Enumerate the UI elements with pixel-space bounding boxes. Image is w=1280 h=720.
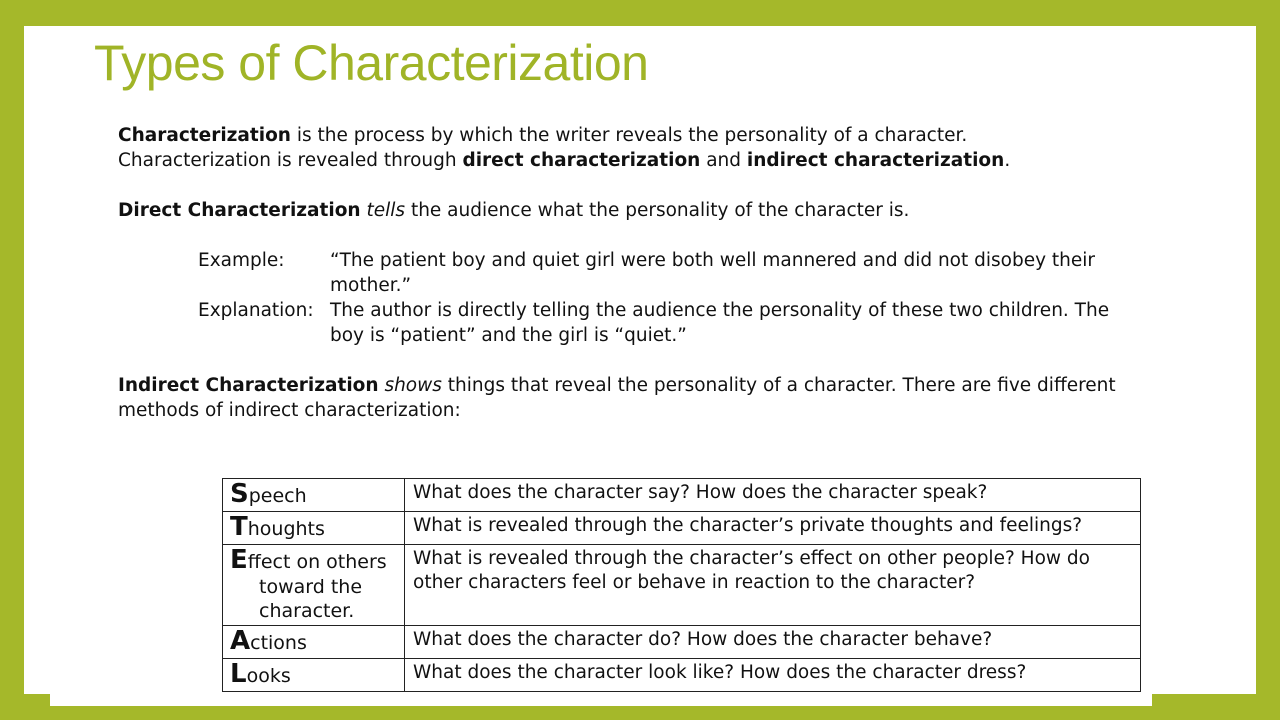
intro-and: and [700,150,747,171]
intro-text-2: Characterization is revealed through [118,150,463,171]
explanation-label: Explanation: [198,300,314,321]
indirect-text: things that reveal the personality of a character. There are five different methods of indirect characterization: [118,375,1116,421]
term-initial: L [230,659,247,689]
direct-paragraph [118,198,1138,223]
question-cell: What is revealed through the character’s effect on other people? How do other characters feel or behave in reaction to the character? [405,545,1141,626]
term-rest-continued: toward the character. [259,576,363,622]
explanation-text: The author is directly telling the audience the personality of these two children. The boy is “patient” and the girl is “quiet.” [330,300,1110,346]
direct-text: the audience what the personality of the character is. [405,200,910,221]
intro-direct-term: direct characterization [462,150,701,171]
example-block [198,248,1138,348]
intro-end: . [1004,150,1011,171]
example-text: “The patient boy and quiet girl were both well mannered and did not disobey their mother.” [330,250,1096,296]
indirect-term: Indirect Characterization [118,375,379,396]
term-rest: ctions [250,632,307,654]
table-row [223,626,1141,659]
steal-table [222,478,1141,692]
term-initial: E [230,545,248,575]
term-initial: A [230,626,251,656]
term-rest: houghts [247,518,325,540]
direct-verb: tells [366,200,406,221]
term-initial: T [230,512,248,542]
intro-paragraph [118,123,1138,173]
term-cell [223,659,405,692]
indirect-paragraph [118,373,1138,423]
table-row [223,512,1141,545]
question-cell: What does the character do? How does the character behave? [405,626,1141,659]
intro-text-1: is the process by which the writer reveals the personality of a character. [290,125,968,146]
term-rest: ooks [246,665,291,687]
indirect-verb: shows [384,375,442,396]
table-row [223,545,1141,626]
table-row [223,659,1141,692]
term-rest: peech [248,485,307,507]
question-cell: What is revealed through the character’s private thoughts and feelings? [405,512,1141,545]
term-cell [223,512,405,545]
slide-background [24,26,1256,694]
intro-term: Characterization [118,125,291,146]
slide-title: Types of Characterization [94,35,649,91]
table-row [223,479,1141,512]
term-initial: S [230,479,249,509]
term-cell [223,479,405,512]
slide-bottom-strip [50,694,1152,706]
term-cell [223,545,405,626]
term-cell [223,626,405,659]
example-label: Example: [198,250,285,271]
intro-indirect-term: indirect characterization [746,150,1005,171]
direct-term: Direct Characterization [118,200,361,221]
question-cell: What does the character say? How does the character speak? [405,479,1141,512]
document-body [118,123,1138,423]
term-rest: ffect on others [247,551,387,573]
question-cell: What does the character look like? How does the character dress? [405,659,1141,692]
